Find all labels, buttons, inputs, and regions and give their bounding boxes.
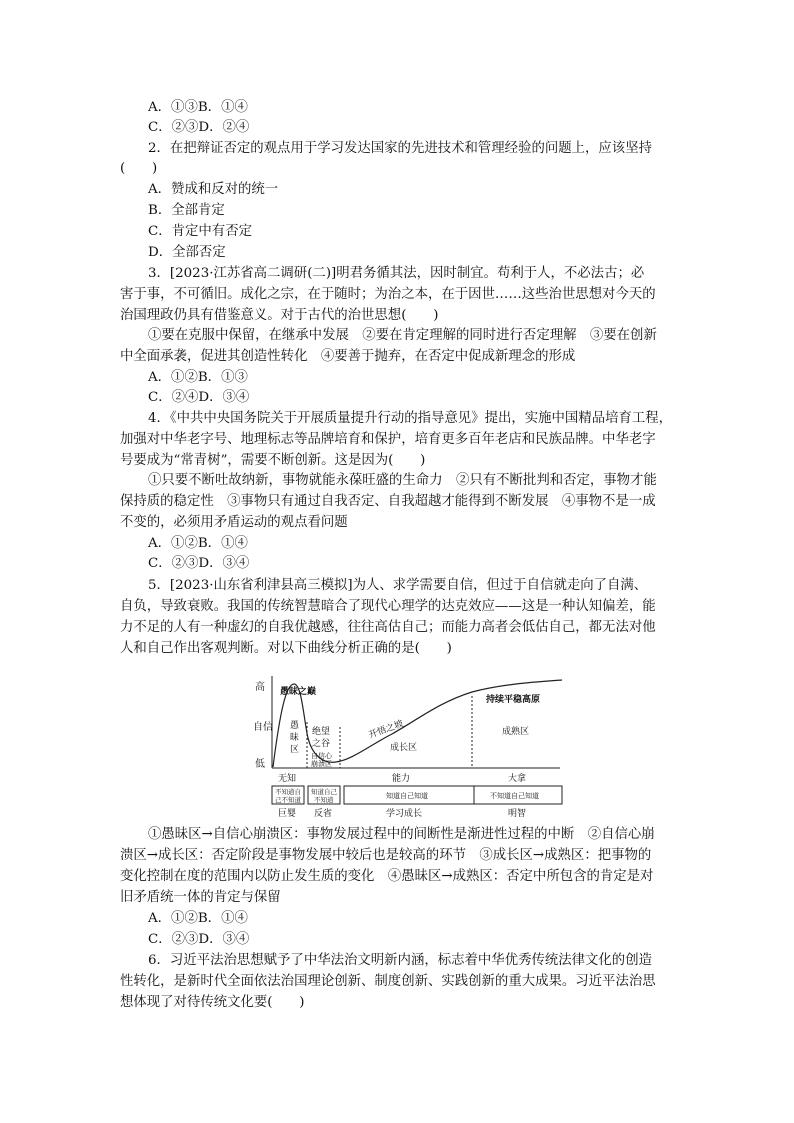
option-line: A．①②B．①④ [148, 911, 248, 926]
stage-1-line-2: 己不知道 [275, 796, 301, 804]
question-4-statements: 不变的，必须用矛盾运动的观点看问题 [120, 515, 348, 530]
question-3-stem: 治国理政仍具有借鉴意义。对于古代的治世思想( ) [120, 308, 439, 323]
question-3-stem: 害于事，不可循旧。成化之宗，在于随时；为治之本，在于因世……这些治世思想对今天的 [120, 287, 656, 302]
question-5-statements: 旧矛盾统一体的肯定与保留 [120, 890, 281, 905]
x-label-ignorance: 无知 [278, 774, 297, 784]
label-growth: 成长区 [390, 743, 418, 753]
question-3-statements: 中全面承袭，促进其创造性转化 ④要善于抛弃，在否定中促成新理念的形成 [120, 349, 576, 364]
label-despair-1: 绝望 [312, 727, 331, 737]
question-5-stem: 力不足的人有一种虚幻的自我优越感，往往高估自己；而能力高者会低估自己，都无法对他 [120, 620, 656, 635]
option-line: A．赞成和反对的统一 [148, 182, 279, 197]
answer-paren: ( ) [120, 161, 158, 176]
x-label-master: 大拿 [508, 774, 527, 784]
question-5-statements: 溃区→成长区：否定阶段是事物发展中较后也是较高的环节 ③成长区→成熟区：把事物的 [120, 848, 652, 863]
option-line: A．①③B．①④ [148, 100, 248, 115]
question-6-stem: 想体现了对待传统文化要( ) [120, 995, 305, 1010]
bottom-label-3: 学习成长 [386, 809, 423, 818]
bottom-label-2: 反省 [314, 809, 333, 818]
question-5-stem: 5．[2023·山东省利津县高三模拟]为人、求学需要自信，但过于自信就走向了自满、 [148, 578, 648, 593]
y-label-confidence: 自信 [253, 722, 273, 733]
question-5-stem: 自负，导致衰败。我国的传统智慧暗合了现代心理学的达克效应——这是一种认知偏差，能 [120, 599, 656, 614]
question-4-statements: ①只要不断吐故纳新，事物就能永葆旺盛的生命力 ②只有不断批判和否定，事物才能 [148, 473, 657, 488]
question-3-stem: 3．[2023·江苏省高二调研(二)]明君务循其法，因时制宜。苟利于人，不必法古；必 [148, 266, 645, 281]
label-plateau: 持续平稳高原 [486, 695, 541, 705]
label-ignorance-1: 愚 [290, 721, 300, 731]
question-5-statements: ①愚昧区→自信心崩溃区：事物发展过程中的间断性是渐进性过程的中断 ②自信心崩 [148, 827, 655, 842]
option-line: A．①②B．①③ [148, 370, 248, 385]
label-despair-2: 之谷 [312, 739, 331, 749]
question-4-statements: 保持质的稳定性 ③事物只有通过自我否定、自我超越才能得到不断发展 ④事物不是一成 [120, 494, 656, 509]
question-3-statements: ①要在克服中保留，在继承中发展 ②要在肯定理解的同时进行否定理解 ③要在创新 [148, 328, 657, 343]
option-line: C．②④D．③④ [148, 390, 250, 405]
question-2-stem: 2．在把辩证否定的观点用于学习发达国家的先进技术和管理经验的问题上，应该坚持 [148, 141, 652, 156]
stage-2-line-1: 知道自己 [311, 788, 337, 796]
option-line: B．全部肯定 [148, 203, 225, 218]
question-6-stem: 6．习近平法治思想赋予了中华法治文明新内涵，标志着中华优秀传统法律文化的创造 [148, 953, 652, 968]
option-line: C．肯定中有否定 [148, 224, 252, 239]
x-label-ability: 能力 [392, 774, 411, 784]
option-line: C．②③D．②④ [148, 120, 250, 135]
stage-3: 知道自己知道 [386, 792, 428, 800]
option-line: C．②③D．③④ [148, 932, 250, 947]
bottom-label-1: 巨婴 [278, 809, 297, 818]
label-ignorance-2: 昧 [290, 733, 300, 743]
label-slope: 开悟之坡 [367, 719, 405, 741]
option-line: D．全部否定 [148, 245, 226, 260]
question-4-stem: 加强对中华老字号、地理标志等品牌培育和保护，培育更多百年老店和民族品牌。中华老字 [120, 432, 656, 447]
question-4-stem: 4．《中共中央国务院关于开展质量提升行动的指导意见》提出，实施中国精品培育工程， [148, 411, 673, 426]
stage-2-line-2: 不知道 [314, 796, 334, 804]
question-4-stem: 号要成为“常青树”，需要不断创新。这是因为( ) [120, 453, 426, 468]
question-6-stem: 性转化，是新时代全面依法治国理论创新、制度创新、实践创新的重大成果。习近平法治思 [120, 974, 656, 989]
y-label-high: 高 [255, 682, 265, 693]
option-line: A．①②B．①④ [148, 536, 248, 551]
label-ignorance-3: 区 [290, 745, 300, 755]
dunning-kruger-figure [240, 672, 570, 818]
stage-1-line-1: 不知道自 [275, 788, 301, 796]
option-line: C．②③D．③④ [148, 556, 250, 571]
question-5-stem: 人和自己作出客观判断。对以下曲线分析正确的是( ) [120, 641, 452, 656]
label-peak: 愚昧之巅 [280, 687, 317, 697]
bottom-label-4: 明智 [508, 809, 527, 818]
label-collapse-2: 崩溃区 [311, 760, 332, 768]
label-collapse-1: 自信心 [311, 752, 332, 760]
y-label-low: 低 [255, 759, 265, 770]
question-5-statements: 变化控制在度的范围内以防止发生质的变化 ④愚昧区→成熟区：否定中所包含的肯定是对 [120, 869, 654, 884]
stage-4: 不知道自己知道 [490, 792, 539, 800]
label-mature: 成熟区 [502, 727, 530, 737]
